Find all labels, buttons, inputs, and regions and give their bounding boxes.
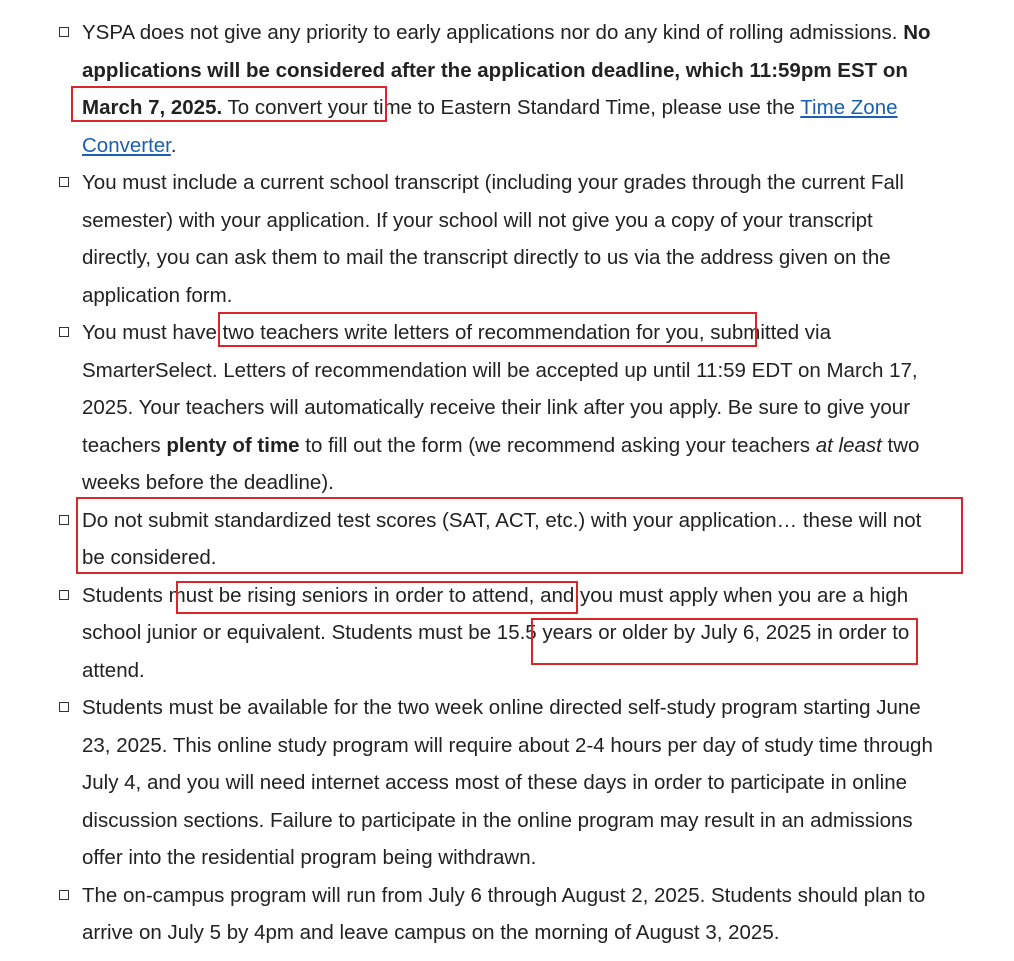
checkbox-bullet-icon — [59, 177, 69, 187]
list-item: Students must be available for the two week online directed self-study program starting June 23, 2025. This online study program will require about 2-4 hours per day of study time through July 4, and you will need internet access most of these days in order to participate in online discussion sections. Failure to participate in the online program may result in an admissions offer into the residential program being withdrawn. — [82, 689, 942, 877]
checkbox-bullet-icon — [59, 702, 69, 712]
requirements-document — [0, 14, 1014, 952]
requirements-list — [0, 14, 942, 952]
at-least-italic-text: at least — [815, 433, 882, 457]
list-item: The on-campus program will run from July 6 through August 2, 2025. Students should plan to arrive on July 5 by 4pm and leave campus on the morning of August 3, 2025. — [82, 877, 942, 952]
list-item: You must have two teachers write letters of recommendation for you, submitted via SmarterSelect. Letters of recommendation will be accepted up until 11:59 EDT on March 17, 2025. Your teachers will automatically receive their link after you apply. Be sure to give your teachers plenty of time to fill out the form (we recommend asking your teachers at least two weeks before the deadline). — [82, 314, 942, 502]
checkbox-bullet-icon — [59, 515, 69, 525]
time-zone-converter-link[interactable]: Time Zone Converter — [82, 96, 898, 157]
list-item: Do not submit standardized test scores (SAT, ACT, etc.) with your application… these will not be considered. — [82, 502, 942, 577]
plenty-of-time-bold-text: plenty of time — [166, 433, 300, 457]
list-item: Students must be rising seniors in order to attend, and you must apply when you are a high school junior or equivalent. Students must be 15.5 years or older by July 6, 2025 in order to attend. — [82, 577, 942, 690]
deadline-bold-text: No applications will be considered after the application deadline, which 11:59pm EST on March 7, 2025. — [82, 21, 931, 119]
checkbox-bullet-icon — [59, 27, 69, 37]
list-item: You must include a current school transcript (including your grades through the current Fall semester) with your application. If your school will not give you a copy of your transcript directly, you can ask them to mail the transcript directly to us via the address given on the application form. — [82, 164, 942, 314]
checkbox-bullet-icon — [59, 327, 69, 337]
checkbox-bullet-icon — [59, 890, 69, 900]
list-item: YSPA does not give any priority to early applications nor do any kind of rolling admissions. No applications will be considered after the application deadline, which 11:59pm EST on March 7, 2025. To convert your time to Eastern Standard Time, please use the Time Zone Converter. — [82, 14, 942, 164]
checkbox-bullet-icon — [59, 590, 69, 600]
